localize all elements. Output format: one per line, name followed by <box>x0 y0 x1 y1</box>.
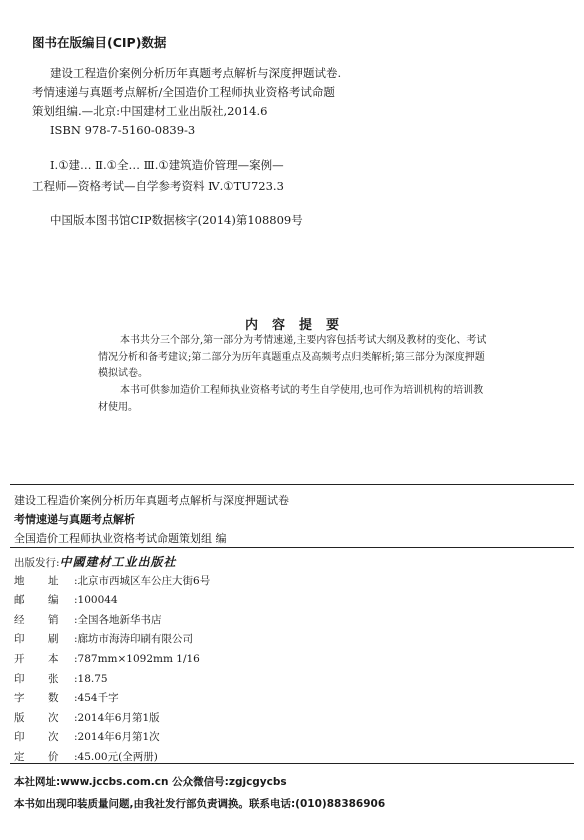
imprint-row <box>14 749 158 764</box>
imprint-row-value: 廊坊市海涛印刷有限公司 <box>77 633 194 646</box>
summary-paragraph-1 <box>98 333 490 383</box>
imprint-row-label <box>14 749 74 764</box>
imprint-row-value: 北京市西城区车公庄大街6号 <box>77 574 211 587</box>
imprint-row-value: 2014年6月第1版 <box>77 711 160 724</box>
imprint-row <box>14 573 210 588</box>
cip-isbn: ISBN 978-7-5160-0839-3 <box>50 123 196 137</box>
imprint-row-label-char1: 地 <box>14 574 25 587</box>
imprint-row <box>14 612 162 627</box>
imprint-row-label-char2: 张 <box>48 672 59 685</box>
cip-heading: 图书在版编目(CIP)数据 <box>32 35 167 50</box>
imprint-row <box>14 671 108 686</box>
imprint-row-label <box>14 710 74 725</box>
summary-paragraph-2-text: 本书可供参加造价工程师执业资格考试的考生自学使用,也可作为培训机构的培训教材使用。 <box>98 385 484 413</box>
imprint-row-label-char1: 字 <box>14 692 25 705</box>
imprint-row-colon: : <box>74 574 78 587</box>
cip-classification-2: 工程师—资格考试—自学参考资料 Ⅳ.①TU723.3 <box>32 179 284 193</box>
imprint-row-value: 454千字 <box>77 692 119 705</box>
imprint-editor: 全国造价工程师执业资格考试命题策划组 编 <box>14 532 227 545</box>
imprint-row-label <box>14 729 74 744</box>
imprint-row-value: 787mm×1092mm 1/16 <box>77 653 200 665</box>
imprint-row <box>14 710 160 725</box>
imprint-row-value: 100044 <box>77 594 118 607</box>
footer-website: 本社网址:www.jccbs.com.cn 公众微信号:zgjcgycbs <box>14 776 287 788</box>
publisher-name: 中國建材工业出版社 <box>59 555 177 569</box>
imprint-row-colon: : <box>74 653 78 665</box>
cip-title-line: 建设工程造价案例分析历年真题考点解析与深度押题试卷. <box>50 66 342 80</box>
imprint-row-value: 18.75 <box>77 672 108 685</box>
imprint-row-label-char1: 出版发行 <box>14 557 56 569</box>
imprint-row-value: 2014年6月第1次 <box>77 731 160 744</box>
bottom-divider <box>10 763 574 764</box>
imprint-row-label-char2: 址 <box>48 574 59 587</box>
imprint-row-label-char2: 编 <box>48 594 59 607</box>
imprint-row-label-char2: 数 <box>48 692 59 705</box>
imprint-row-label <box>14 592 74 607</box>
footer-contact: 本书如出现印装质量问题,由我社发行部负责调换。联系电话:(010)88386906 <box>14 798 386 810</box>
imprint-row-colon: : <box>74 594 78 607</box>
imprint-row <box>14 592 118 607</box>
imprint-subtitle: 考情速递与真题考点解析 <box>14 513 135 526</box>
imprint-row-colon: : <box>74 672 78 685</box>
imprint-row-label-char2: 次 <box>48 731 59 744</box>
imprint-book-title: 建设工程造价案例分析历年真题考点解析与深度押题试卷 <box>14 494 289 507</box>
imprint-row <box>14 631 193 646</box>
imprint-row-label-char2: 销 <box>48 613 59 626</box>
imprint-row-label <box>14 612 74 627</box>
summary-title: 内容提要 <box>244 318 353 333</box>
imprint-row-colon: : <box>74 692 78 705</box>
imprint-row-label-char1: 经 <box>14 613 25 626</box>
middle-divider <box>10 547 574 548</box>
imprint-row-label <box>14 671 74 686</box>
imprint-row-label-char1: 定 <box>14 751 25 763</box>
imprint-row-label <box>14 690 74 705</box>
cip-publisher-line: 策划组编.—北京:中国建材工业出版社,2014.6 <box>32 104 268 118</box>
imprint-row-value: 45.00元(全两册) <box>77 751 158 763</box>
imprint-row-colon: : <box>74 751 78 763</box>
imprint-row <box>14 690 119 705</box>
imprint-row-label <box>14 555 56 570</box>
imprint-row-value: 全国各地新华书店 <box>77 613 162 626</box>
imprint-row-colon: : <box>74 731 78 744</box>
imprint-row <box>14 553 177 570</box>
imprint-row-colon: : <box>74 613 78 626</box>
imprint-row-label <box>14 631 74 646</box>
cip-record-number: 中国版本图书馆CIP数据核字(2014)第108809号 <box>50 213 303 227</box>
cip-classification-1: Ⅰ.①建… Ⅱ.①全… Ⅲ.①建筑造价管理—案例— <box>50 158 284 172</box>
summary-paragraph-1-text: 本书共分三个部分,第一部分为考情速递,主要内容包括考试大纲及教材的变化、考试情况分析和备考建议;第二部分为历年真题重点及高频考点归类解析;第三部分为深度押题模拟试卷。 <box>98 335 487 380</box>
imprint-row-label-char2: 本 <box>48 653 59 665</box>
imprint-row-label-char2: 次 <box>48 711 59 724</box>
imprint-row-label-char1: 印 <box>14 633 25 646</box>
imprint-row-label-char1: 邮 <box>14 594 25 607</box>
imprint-row-colon: : <box>74 633 78 646</box>
imprint-row-label-char1: 版 <box>14 711 25 724</box>
imprint-row-label-char1: 印 <box>14 672 25 685</box>
imprint-row-label-char2: 价 <box>48 751 59 763</box>
imprint-row-label-char1: 印 <box>14 731 25 744</box>
summary-paragraph-2 <box>98 383 490 416</box>
imprint-row-label-char1: 开 <box>14 653 25 665</box>
imprint-row-colon: : <box>74 711 78 724</box>
imprint-row-label <box>14 651 74 666</box>
imprint-row-label-char2: 刷 <box>48 633 59 646</box>
top-divider <box>10 484 574 485</box>
imprint-row <box>14 729 160 744</box>
cip-subtitle-line: 考情速递与真题考点解析/全国造价工程师执业资格考试命题 <box>32 85 335 99</box>
imprint-row-colon: : <box>56 557 60 569</box>
imprint-row-label <box>14 573 74 588</box>
imprint-row <box>14 651 200 666</box>
